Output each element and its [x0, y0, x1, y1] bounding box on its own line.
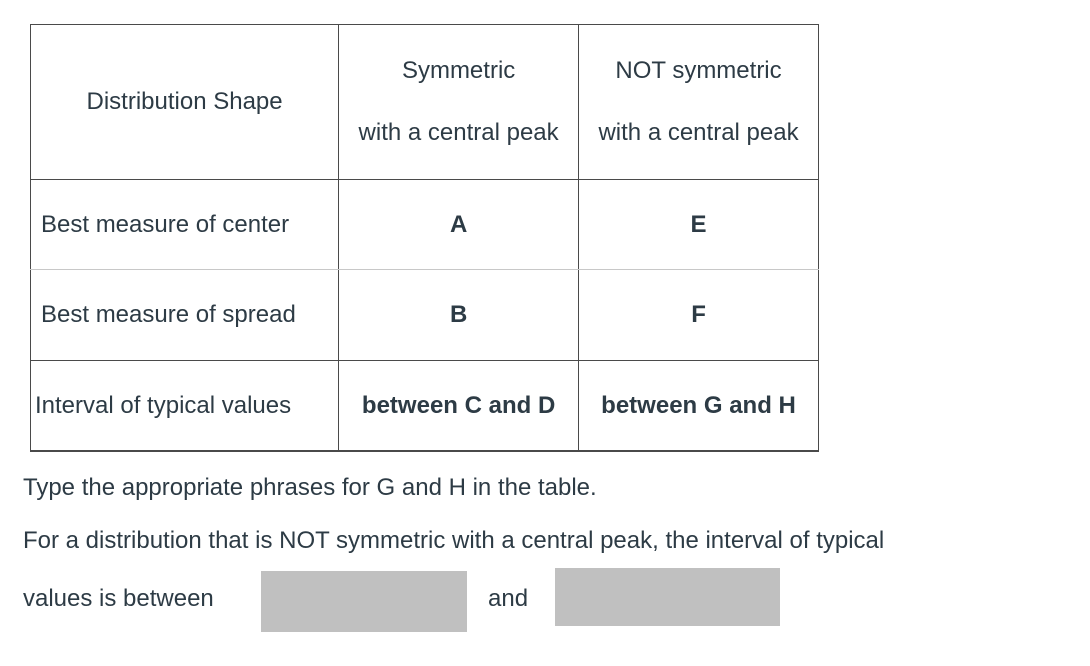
shape-header-label: Distribution Shape: [86, 88, 283, 115]
instruction-line-2: For a distribution that is NOT symmetric with a central peak, the interval of typical: [23, 527, 885, 554]
spread-symmetric-cell: B: [339, 270, 579, 361]
not-symmetric-header-cell: [579, 25, 819, 180]
instruction-connector-and: and: [488, 585, 529, 612]
table-row-center: [31, 180, 819, 270]
interval-symmetric-cell: between C and D: [339, 361, 579, 452]
symmetric-header-cell: [339, 25, 579, 180]
center-row-label: Best measure of center: [31, 180, 339, 270]
shape-header-cell: [31, 25, 339, 180]
instruction-line-1: Type the appropriate phrases for G and H in the table.: [23, 474, 597, 501]
interval-row-label: Interval of typical values: [31, 361, 339, 452]
table-header-row: [31, 25, 819, 180]
center-not-symmetric-cell: E: [579, 180, 819, 270]
instruction-line-3-prefix: values is between: [23, 585, 214, 612]
symmetric-header-line1: Symmetric: [401, 57, 516, 84]
not-symmetric-header-line2: with a central peak: [598, 119, 799, 146]
interval-not-symmetric-cell: between G and H: [579, 361, 819, 452]
spread-not-symmetric-cell: F: [579, 270, 819, 361]
h-answer-input[interactable]: [555, 568, 780, 626]
distribution-table: [30, 24, 819, 452]
g-answer-input[interactable]: [261, 571, 467, 632]
table-row-spread: [31, 270, 819, 361]
center-symmetric-cell: A: [339, 180, 579, 270]
not-symmetric-header-line1: NOT symmetric: [615, 57, 782, 84]
spread-row-label: Best measure of spread: [31, 270, 339, 361]
table-row-interval: [31, 361, 819, 452]
symmetric-header-line2: with a central peak: [358, 119, 559, 146]
